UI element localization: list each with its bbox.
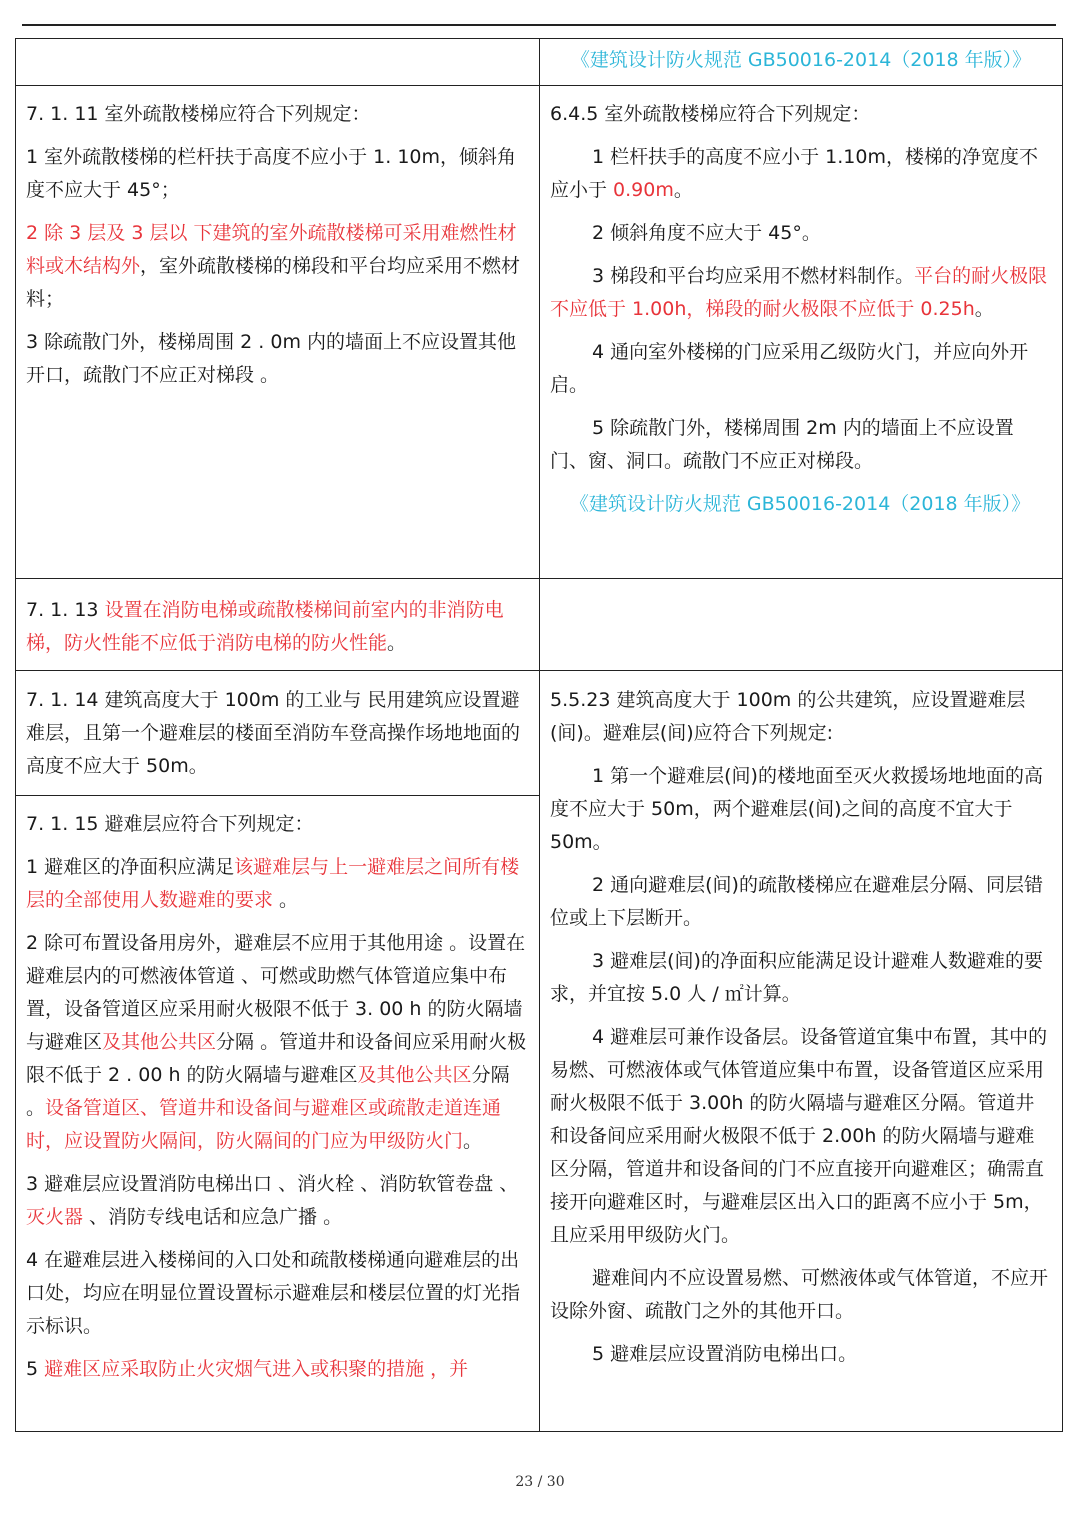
highlight-text: 及其他公共区	[102, 1031, 217, 1053]
highlight-text: 设备管道区、管道井和设备间与避难区或疏散走道连通时，应设置防火隔间，防火隔间的门应为甲级防火门	[26, 1097, 502, 1152]
clause-text: 1 栏杆扶手的高度不应小于 1.10m，楼梯的净宽度不应小于	[550, 146, 1038, 201]
clause-text: 、消防专线电话和应急广播 。	[83, 1206, 343, 1228]
clause-text: 分隔 。	[26, 1064, 510, 1119]
clause-item: 3 除疏散门外，楼梯周围 2 . 0m 内的墙面上不应设置其他开口，疏散门不应正对梯段 。	[26, 331, 517, 386]
page-number: 23 / 30	[515, 1474, 565, 1490]
rule-5-5-23-cell	[550, 684, 1050, 1430]
clause-item: 7. 1. 14 建筑高度大于 100m 的工业与 民用建筑应设置避难层，且第一个避难层的楼面至消防车登高操作场地地面的高度不应大于 50m。	[26, 689, 521, 777]
clause-item	[26, 1168, 532, 1234]
clause-item: 5 避难层应设置消防电梯出口。	[592, 1343, 858, 1365]
clause-heading: 5.5.23 建筑高度大于 100m 的公共建筑，应设置避难层(间)。避难层(间)应符合下列规定:	[550, 689, 1026, 744]
clause-number: 7. 1. 13	[26, 599, 105, 621]
clause-item	[550, 141, 1050, 207]
clause-text: 。	[974, 298, 994, 320]
clause-text: 5	[26, 1358, 45, 1380]
clause-text: 分隔 。管道井和设备间应采用耐火极限不低于 2 . 00 h 的防火隔墙与避难区	[26, 1031, 527, 1086]
clause-item: 避难间内不应设置易燃、可燃液体或气体管道，不应开设除外窗、疏散门之外的其他开口。	[550, 1267, 1049, 1322]
clause-text: 3 避难层应设置消防电梯出口 、消火栓 、消防软管卷盘 、	[26, 1173, 519, 1195]
clause-heading: 6.4.5 室外疏散楼梯应符合下列规定：	[550, 103, 871, 125]
clause-item: 4 在避难层进入楼梯间的入口处和疏散楼梯通向避难层的出口处，均应在明显位置设置标示避难层和楼层位置的灯光指示标识。	[26, 1249, 521, 1337]
clause-item: 4 通向室外楼梯的门应采用乙级防火门，并应向外开启。	[550, 341, 1029, 396]
clause-text: 。	[387, 632, 407, 654]
clause-text: 。	[273, 889, 299, 911]
row-divider	[15, 578, 1063, 579]
clause-heading: 7. 1. 15 避难层应符合下列规定：	[26, 813, 314, 835]
clause-item	[26, 851, 532, 917]
highlight-text: 2 除 3 层及 3 层以 下建筑的室外疏散楼梯可采用难燃性材料或木结构外	[26, 222, 517, 277]
clause-item: 2 通向避难层(间)的疏散楼梯应在避难层分隔、同层错位或上下层断开。	[550, 874, 1043, 929]
highlight-text: 及其他公共区	[357, 1064, 472, 1086]
rule-6-4-5-cell	[550, 98, 1050, 576]
highlight-text: 0.90m	[613, 179, 674, 201]
highlight-text: 该避难层与上一避难层之间所有楼层的全部使用人数避难的要求	[26, 856, 520, 911]
clause-heading: 7. 1. 11 室外疏散楼梯应符合下列规定：	[26, 103, 371, 125]
row-divider	[15, 85, 1063, 86]
clause-item: 3 避难层(间)的净面积应能满足设计避难人数避难的要求，并宜按 5.0 人 / ㎡计算。	[550, 950, 1043, 1005]
clause-item	[550, 260, 1050, 326]
header-right-cell	[540, 40, 1062, 84]
rule-7-1-15-cell	[26, 808, 532, 1430]
rule-7-1-13-cell	[26, 594, 532, 666]
clause-text: 1 避难区的净面积应满足	[26, 856, 235, 878]
source-title: 《建筑设计防火规范 GB50016-2014（2018 年版）》	[570, 49, 1032, 71]
clause-item	[26, 927, 532, 1158]
clause-text: 2 除可布置设备用房外，避难层不应用于其他用途 。设置在避难层内的可燃液体管道 、可燃或助燃气体管道应集中布置，设备管道区应采用耐火极限不低于 3. 00 h 的防火隔墙与避难区	[26, 932, 526, 1053]
rule-7-1-14-cell	[26, 684, 532, 792]
highlight-text: 设置在消防电梯或疏散楼梯间前室内的非消防电梯，防火性能不应低于消防电梯的防火性能	[26, 599, 504, 654]
clause-item: 5 除疏散门外，楼梯周围 2m 内的墙面上不应设置门、窗、洞口。疏散门不应正对梯段。	[550, 417, 1014, 472]
clause-text: 。	[673, 179, 693, 201]
row-divider	[15, 795, 539, 796]
clause-item	[26, 1353, 532, 1386]
row-divider	[15, 670, 1063, 671]
clause-item	[26, 594, 532, 660]
highlight-text: 平台的耐火极限不应低于 1.00h，梯段的耐火极限不应低于 0.25h	[550, 265, 1048, 320]
clause-item: 4 避难层可兼作设备层。设备管道宜集中布置，其中的易燃、可燃液体或气体管道应集中布置，设备管道区应采用耐火极限不低于 3.00h 的防火隔墙与避难区分隔。管道井和设备间应采用耐火极限不低于 2.00h 的防火隔墙与避难区分隔，管道井和设备间的门不应直接开向避难区；确需直接开向避难区时，与避难层区出入口的距离不应小于 5m，且应采用甲级防火门。	[550, 1026, 1048, 1246]
clause-text: 3 梯段和平台均应采用不燃材料制作。	[592, 265, 915, 287]
clause-text: ，室外疏散楼梯的梯段和平台均应采用不燃材料；	[26, 255, 521, 310]
clause-item: 1 室外疏散楼梯的栏杆扶于高度不应小于 1. 10m，倾斜角度不应大于 45°；	[26, 146, 517, 201]
clause-item: 2 倾斜角度不应大于 45°。	[592, 222, 821, 244]
rule-7-1-11-cell	[26, 98, 532, 573]
clause-text: 。	[463, 1130, 483, 1152]
clause-item: 1 第一个避难层(间)的楼地面至灭火救援场地地面的高度不应大于 50m，两个避难层(间)之间的高度不宜大于 50m。	[550, 765, 1043, 853]
top-rule	[22, 24, 1056, 26]
clause-item	[26, 217, 532, 316]
column-divider	[539, 38, 540, 1432]
source-title: 《建筑设计防火规范 GB50016-2014（2018 年版）》	[569, 493, 1031, 515]
highlight-text: 避难区应采取防止火灾烟气进入或积聚的措施 ，并	[44, 1358, 469, 1380]
highlight-text: 灭火器	[26, 1206, 84, 1228]
